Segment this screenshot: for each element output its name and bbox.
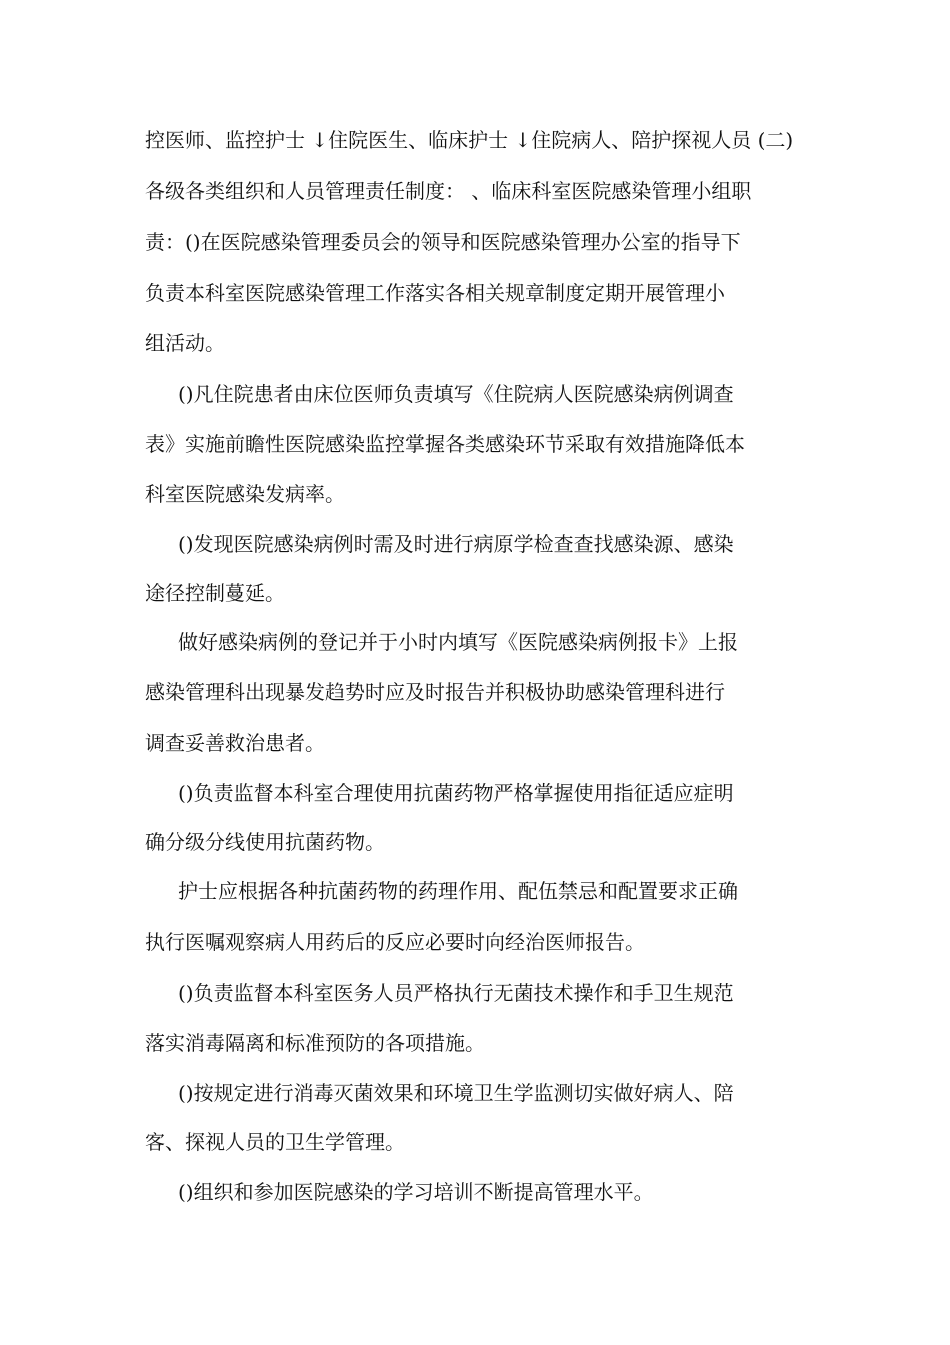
text-line: 确分级分线使用抗菌药物。 bbox=[145, 830, 385, 854]
paragraph-start-line: ()按规定进行消毒灭菌效果和环境卫生学监测切实做好病人、陪 bbox=[178, 1081, 734, 1105]
text-line: 科室医院感染发病率。 bbox=[145, 482, 345, 506]
text-line: 组活动。 bbox=[145, 331, 225, 355]
text-line: 执行医嘱观察病人用药后的反应必要时向经治医师报告。 bbox=[145, 930, 645, 954]
text-line: 落实消毒隔离和标准预防的各项措施。 bbox=[145, 1031, 485, 1055]
paragraph-start-line: ()负责监督本科室医务人员严格执行无菌技术操作和手卫生规范 bbox=[178, 981, 734, 1005]
paragraph-start-line: 做好感染病例的登记并于小时内填写《医院感染病例报卡》上报 bbox=[178, 630, 738, 654]
text-line: 控医师、监控护士 ↓住院医生、临床护士 ↓住院病人、陪护探视人员 (二) bbox=[145, 128, 794, 152]
paragraph-start-line: 护士应根据各种抗菌药物的药理作用、配伍禁忌和配置要求正确 bbox=[178, 879, 738, 903]
text-line: 负责本科室医院感染管理工作落实各相关规章制度定期开展管理小 bbox=[145, 281, 725, 305]
text-line: 调查妥善救治患者。 bbox=[145, 731, 325, 755]
paragraph-start-line: ()组织和参加医院感染的学习培训不断提高管理水平。 bbox=[178, 1180, 654, 1204]
text-line: 感染管理科出现暴发趋势时应及时报告并积极协助感染管理科进行 bbox=[145, 680, 725, 704]
text-line: 责：()在医院感染管理委员会的领导和医院感染管理办公室的指导下 bbox=[145, 230, 741, 254]
text-line: 途径控制蔓延。 bbox=[145, 581, 285, 605]
paragraph-start-line: ()发现医院感染病例时需及时进行病原学检查查找感染源、感染 bbox=[178, 532, 734, 556]
text-line: 各级各类组织和人员管理责任制度： 、临床科室医院感染管理小组职 bbox=[145, 179, 752, 203]
text-line: 表》实施前瞻性医院感染监控掌握各类感染环节采取有效措施降低本 bbox=[145, 432, 745, 456]
paragraph-start-line: ()凡住院患者由床位医师负责填写《住院病人医院感染病例调查 bbox=[178, 382, 734, 406]
paragraph-start-line: ()负责监督本科室合理使用抗菌药物严格掌握使用指征适应症明 bbox=[178, 781, 734, 805]
text-line: 客、探视人员的卫生学管理。 bbox=[145, 1130, 405, 1154]
